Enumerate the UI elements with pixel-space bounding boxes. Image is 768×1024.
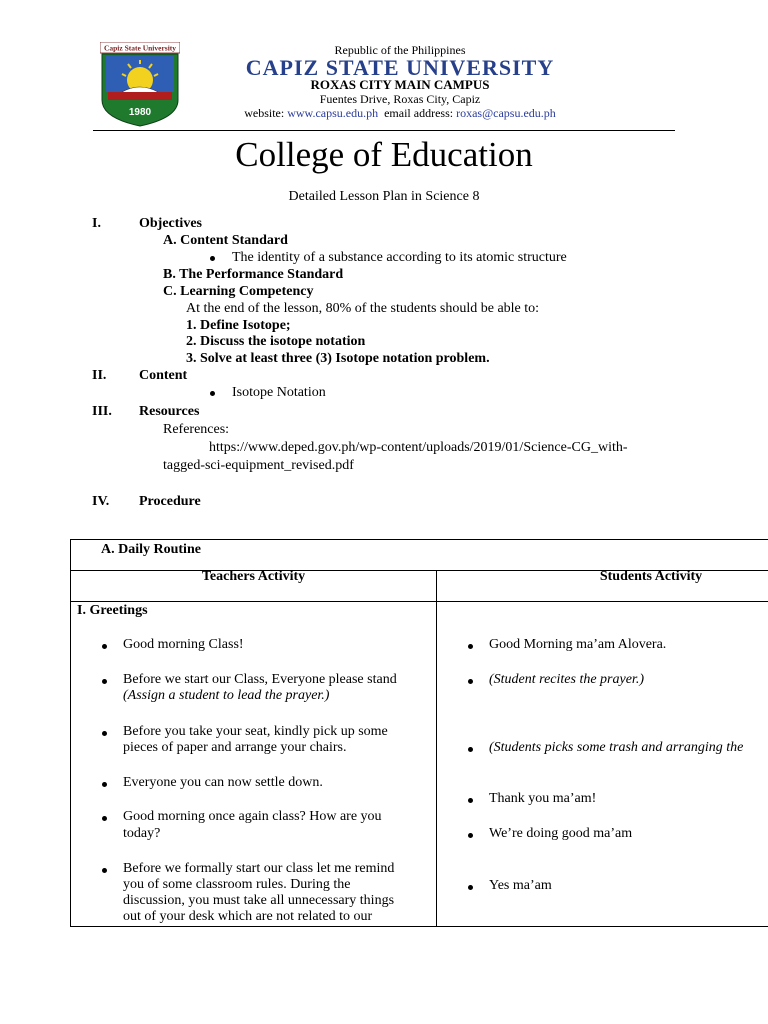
competency-item: 1. Define Isotope;: [186, 318, 291, 333]
student-line: (Students picks some trash and arranging the: [489, 740, 744, 755]
republic-line: Republic of the Philippines: [334, 43, 466, 57]
website-link[interactable]: www.capsu.edu.ph: [287, 106, 379, 120]
competency-intro: At the end of the lesson, 80% of the students should be able to:: [186, 301, 540, 316]
section-title-content: Content: [139, 368, 188, 383]
bullet: [102, 731, 107, 736]
university-logo: [100, 42, 180, 128]
bullet: [468, 679, 473, 684]
bullet: [468, 747, 473, 752]
daily-routine-table: [70, 539, 768, 927]
section-title-objectives: Objectives: [139, 216, 202, 231]
content-standard-heading: A. Content Standard: [163, 233, 288, 248]
teachers-activity-header: Teachers Activity: [201, 569, 306, 584]
bullet: [102, 679, 107, 684]
references-label: References:: [163, 422, 230, 437]
teacher-line: pieces of paper and arrange your chairs.: [123, 740, 347, 755]
teacher-line: today?: [123, 826, 161, 841]
bullet: [468, 885, 473, 890]
section-num-procedure: IV.: [92, 494, 110, 509]
content-standard-item: The identity of a substance according to its atomic structure: [232, 250, 567, 265]
college-title: College of Education: [235, 135, 533, 174]
daily-routine-heading: A. Daily Routine: [101, 542, 201, 557]
teacher-line: Before we formally start our class let me remind: [123, 861, 395, 876]
bullet: [102, 782, 107, 787]
reference-link-line1[interactable]: https://www.deped.gov.ph/wp-content/uploads/2019/01/Science-CG_with-: [209, 440, 628, 455]
header-divider: [93, 130, 675, 131]
student-line: Thank you ma’am!: [489, 791, 597, 806]
section-title-resources: Resources: [139, 404, 200, 419]
performance-standard-heading: B. The Performance Standard: [163, 267, 344, 282]
student-line: Yes ma’am: [489, 878, 552, 893]
section-num-objectives: I.: [92, 216, 101, 231]
teacher-line: you of some classroom rules. During the: [123, 877, 351, 892]
teacher-line: out of your desk which are not related to our: [123, 909, 373, 924]
learning-competency-heading: C. Learning Competency: [163, 284, 314, 299]
bullet: [468, 833, 473, 838]
section-title-procedure: Procedure: [139, 494, 201, 509]
email-label: email address:: [384, 106, 454, 120]
section-num-content: II.: [92, 368, 107, 383]
lesson-plan-subtitle: Detailed Lesson Plan in Science 8: [288, 189, 480, 204]
student-line: (Student recites the prayer.): [489, 672, 644, 687]
bullet: [102, 816, 107, 821]
teacher-line: Before we start our Class, Everyone please stand: [123, 672, 397, 687]
teacher-line: (Assign a student to lead the prayer.): [123, 688, 330, 703]
content-item: Isotope Notation: [232, 385, 326, 400]
competency-item: 3. Solve at least three (3) Isotope notation problem.: [186, 351, 490, 366]
column-divider: [436, 571, 437, 926]
bullet: [102, 644, 107, 649]
students-activity-header: Students Activity: [599, 569, 703, 584]
teacher-line: discussion, you must take all unnecessary things: [123, 893, 395, 908]
website-label: website:: [244, 106, 285, 120]
teacher-line: Good morning Class!: [123, 637, 244, 652]
table-divider: [71, 601, 768, 602]
competency-item: 2. Discuss the isotope notation: [186, 334, 366, 349]
email-link[interactable]: roxas@capsu.edu.ph: [456, 106, 556, 120]
teacher-line: Everyone you can now settle down.: [123, 775, 323, 790]
student-line: Good Morning ma’am Alovera.: [489, 637, 667, 652]
logo-year: 1980: [128, 107, 152, 118]
campus-address: Fuentes Drive, Roxas City, Capiz: [319, 92, 481, 106]
bullet: [468, 798, 473, 803]
student-line: We’re doing good ma’am: [489, 826, 633, 841]
bullet: [468, 644, 473, 649]
logo-text: Capiz State University: [103, 43, 177, 53]
greetings-heading: I. Greetings: [77, 603, 148, 618]
contact-line: [190, 107, 610, 120]
section-num-resources: III.: [92, 404, 112, 419]
teacher-line: Good morning once again class? How are you: [123, 809, 382, 824]
university-name: CAPIZ STATE UNIVERSITY: [245, 55, 555, 80]
campus-name: ROXAS CITY MAIN CAMPUS: [310, 77, 490, 92]
teacher-line: Before you take your seat, kindly pick up some: [123, 724, 388, 739]
reference-link-line2[interactable]: tagged-sci-equipment_revised.pdf: [163, 458, 354, 473]
bullet: [102, 868, 107, 873]
